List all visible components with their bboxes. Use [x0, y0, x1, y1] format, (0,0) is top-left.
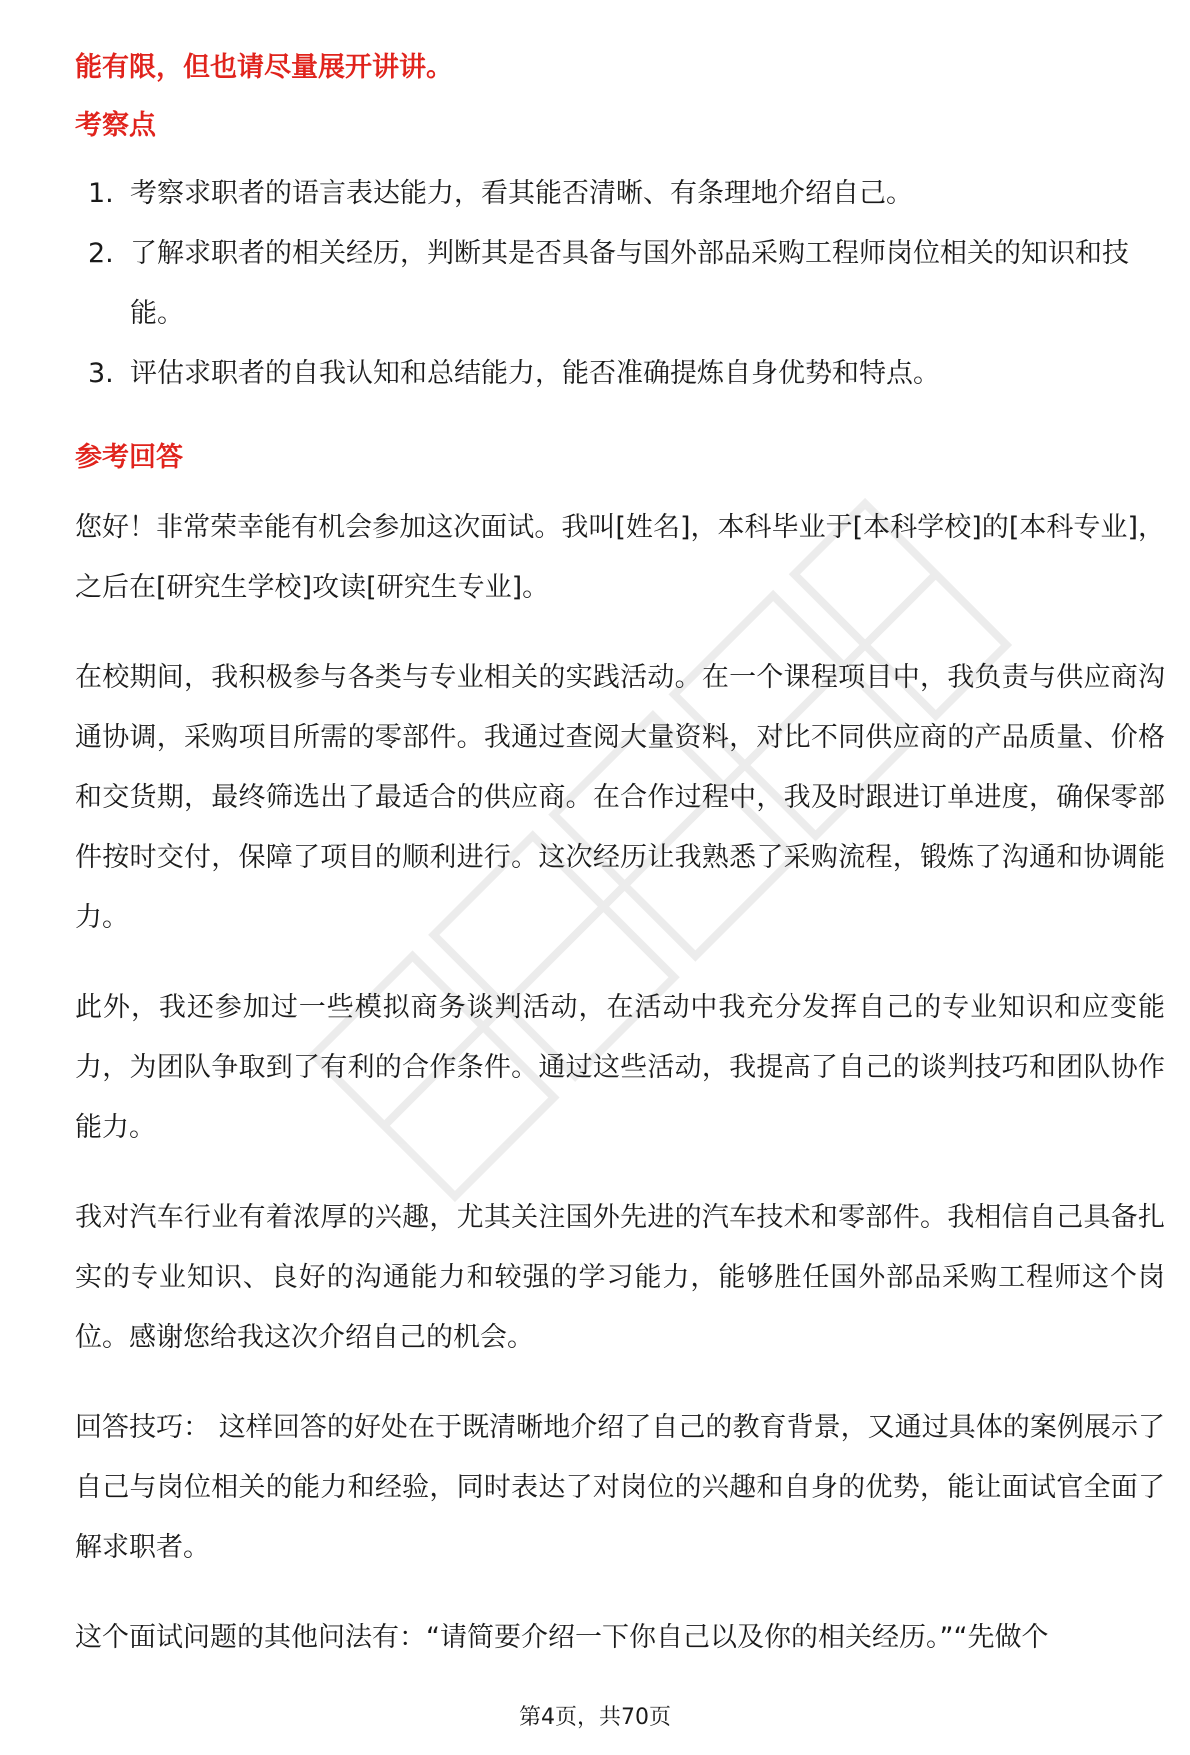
list-item [75, 164, 1165, 224]
list-item-number: 2. [88, 238, 114, 269]
list-item-number: 1. [88, 178, 114, 209]
list-item-text: 评估求职者的自我认知和总结能力，能否准确提炼自身优势和特点。 [130, 358, 940, 389]
page-content [75, 48, 1165, 1698]
list-item-text: 考察求职者的语言表达能力，看其能否清晰、有条理地介绍自己。 [130, 178, 913, 209]
points-list [75, 164, 1165, 404]
list-item-number: 3. [88, 358, 114, 389]
answer-tips-paragraph: 回答技巧： 这样回答的好处在于既清晰地介绍了自己的教育背景，又通过具体的案例展示了自己与岗位相关的能力和经验，同时表达了对岗位的兴趣和自身的优势，能让面试官全面了解求职者。 [75, 1412, 1165, 1563]
list-item [75, 224, 1165, 344]
intro-line: 能有限，但也请尽量展开讲讲。 [75, 52, 453, 83]
answer-paragraph-intro: 您好！非常荣幸能有机会参加这次面试。我叫[姓名]，本科毕业于[本科学校]的[本科专业]，之后在[研究生学校]攻读[研究生专业]。 [75, 512, 1165, 603]
alternate-questions-paragraph: 这个面试问题的其他问法有：“请简要介绍一下你自己以及你的相关经历。”“先做个 [75, 1622, 1049, 1653]
points-section-title: 考察点 [75, 110, 156, 141]
list-item-text: 了解求职者的相关经历，判断其是否具备与国外部品采购工程师岗位相关的知识和技能。 [130, 238, 1129, 329]
answer-paragraph-negotiation: 此外，我还参加过一些模拟商务谈判活动，在活动中我充分发挥自己的专业知识和应变能力，为团队争取到了有利的合作条件。通过这些活动，我提高了自己的谈判技巧和团队协作能力。 [75, 992, 1165, 1143]
answer-paragraph-experience: 在校期间，我积极参与各类与专业相关的实践活动。在一个课程项目中，我负责与供应商沟通协调，采购项目所需的零部件。我通过查阅大量资料，对比不同供应商的产品质量、价格和交货期，最终筛选出了最适合的供应商。在合作过程中，我及时跟进订单进度，确保零部件按时交付，保障了项目的顺利进行。这次经历让我熟悉了采购流程，锻炼了沟通和协调能力。 [75, 662, 1165, 933]
page-number-footer: 第4页，共70页 [519, 1705, 671, 1730]
answer-section-title: 参考回答 [75, 442, 183, 473]
answer-paragraph-interest: 我对汽车行业有着浓厚的兴趣，尤其关注国外先进的汽车技术和零部件。我相信自己具备扎实的专业知识、良好的沟通能力和较强的学习能力，能够胜任国外部品采购工程师这个岗位。感谢您给我这次介绍自己的机会。 [75, 1202, 1165, 1353]
list-item [75, 344, 1165, 404]
